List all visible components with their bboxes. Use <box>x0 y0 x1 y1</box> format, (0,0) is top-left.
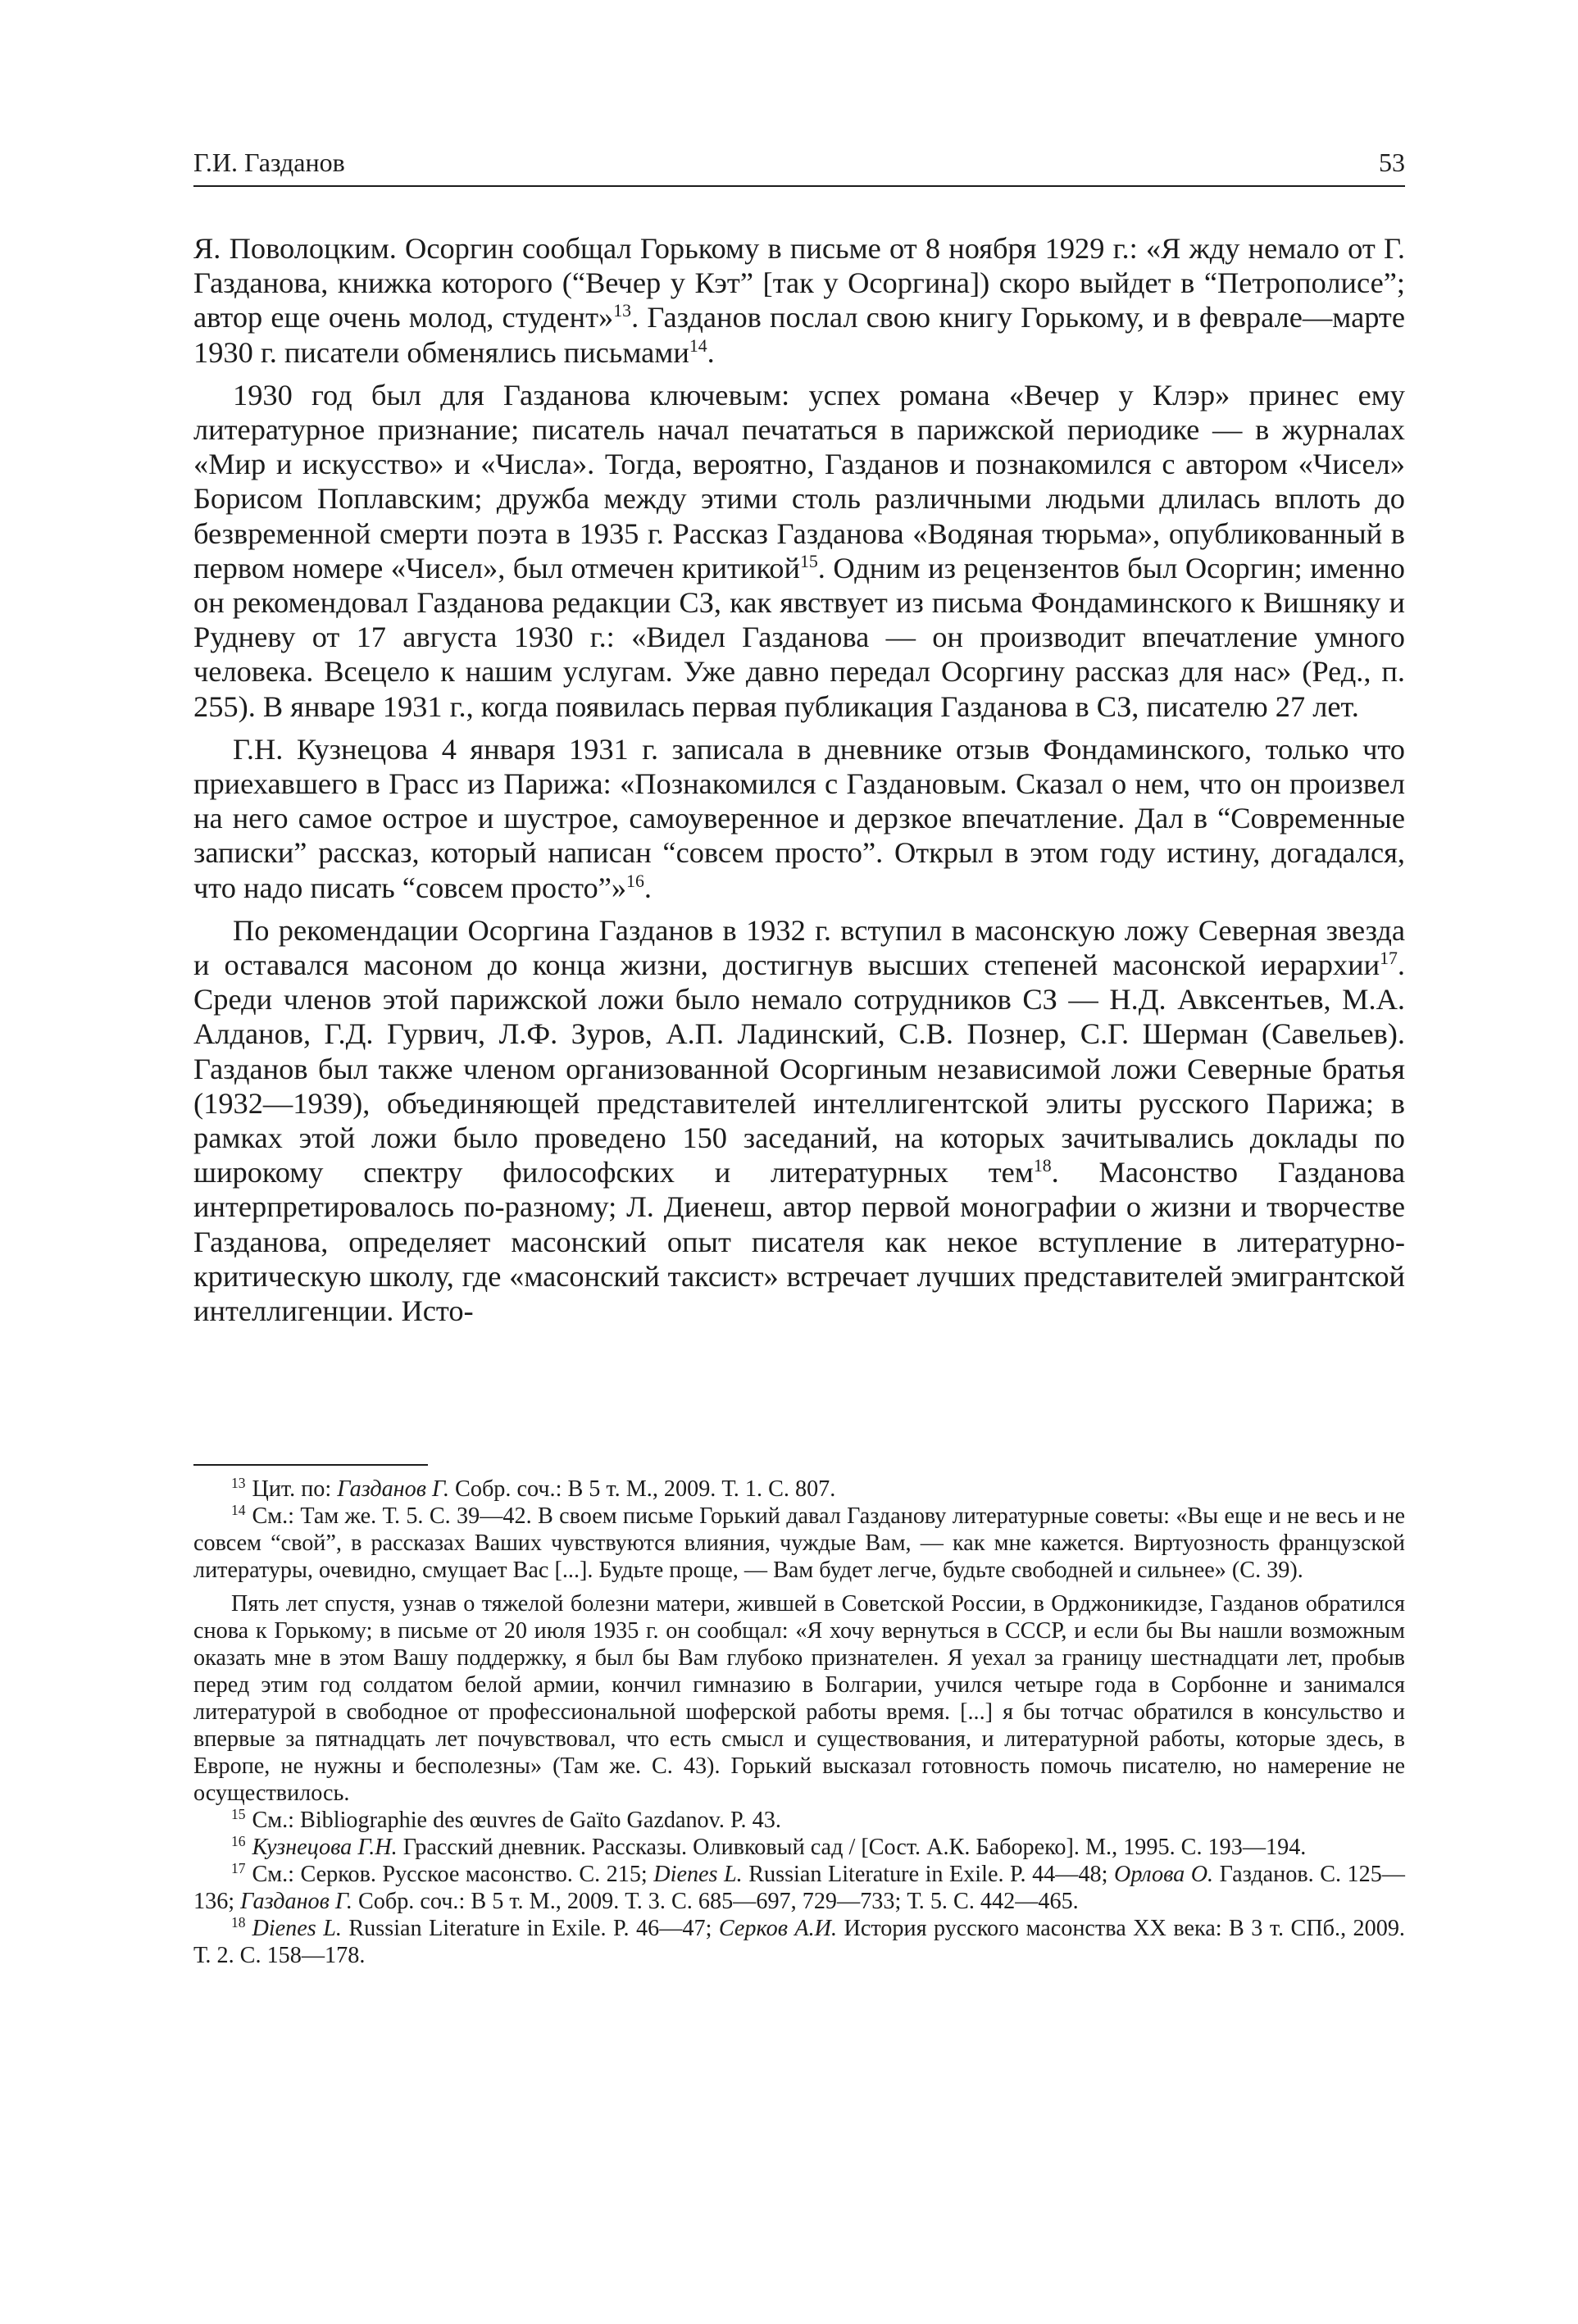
footnote-ref-15[interactable]: 15 <box>799 551 818 571</box>
paragraph-3: Г.Н. Кузнецова 4 января 1931 г. записала в дневнике отзыв Фондаминского, только что приехавшего в Грасс из Парижа: «Познакомился с Газдановым. Сказал о нем, что он произвел на него самое острое и шустрое, самоуверенное и дерзкое впечатление. Дал в “Современные записки” рассказ, который написан “совсем просто”. Открыл в этом году истину, догадался, что надо писать “совсем просто”»$^{16}$. <box>193 732 1405 904</box>
footnote-divider <box>193 1464 428 1466</box>
running-title: Г.И. Газданов <box>193 148 345 177</box>
main-text <box>193 231 1405 1328</box>
footnote-18: $^{18}$ Dienes L. Russian Literature in Exile. P. 46—47; Серков А.И. История русского масонства XX века: В 3 т. СПб., 2009. Т. 2. С. 158—178. <box>193 1913 1405 1968</box>
footnote-ref-13[interactable]: 13 <box>613 301 632 321</box>
footnote-15: $^{15}$ См.: Bibliographie des œuvres de Gaïto Gazdanov. P. 43. <box>231 1805 781 1833</box>
footnote-ref-14[interactable]: 14 <box>689 335 707 356</box>
footnote-13: $^{13}$ Цит. по: Газданов Г. Собр. соч.: В 5 т. М., 2009. Т. 1. С. 807. <box>231 1474 836 1502</box>
paragraph-4: По рекомендации Осоргина Газданов в 1932 г. вступил в масонскую ложу Северная звезда и оставался масоном до конца жизни, достигнув высших степеней масонской иерархии$^{17}$. Среди членов этой парижской ложи было немало сотрудников СЗ — Н.Д. Авксентьев, М.А. Алданов, Г.Д. Гурвич, Л.Ф. Зуров, А.П. Ладинский, С.В. Познер, С.Г. Шерман (Савельев). Газданов был также членом организованной Осоргиным независимой ложи Северные братья (1932—1939), объединяющей представителей интеллигентской элиты русского Парижа; в рамках этой ложи было проведено 150 заседаний, на которых зачитывались доклады по широкому спектру философских и литературных тем$^{18}$. Масонство Газданова интерпретировалось по-разному; Л. Диенеш, автор первой монографии о жизни и творчестве Газданова, определяет масонский опыт писателя как некое вступление в литературно-критическую школу, где «масонский таксист» встречает лучших представителей эмигрантской интеллигенции. Исто- <box>193 913 1405 1328</box>
footnote-14: $^{14}$ См.: Там же. Т. 5. С. 39—42. В своем письме Горький давал Газданову литературные советы: «Вы еще и не весь и не совсем “свой”, в рассказах Ваших чувствуются влияния, чуждые Вам, — как мне кажется. Виртуозность французской литературы, очевидно, смущает Вас [...]. Будьте проще, — Вам будет легче, будьте свободней и сильнее» (С. 39). <box>193 1501 1405 1583</box>
running-head <box>193 144 1405 187</box>
footnote-ref-16[interactable]: 16 <box>626 871 644 891</box>
footnote-ref-18[interactable]: 18 <box>1033 1156 1052 1176</box>
footnotes <box>193 1476 1405 1969</box>
footnote-ref-17[interactable]: 17 <box>1380 948 1398 968</box>
footnote-16: $^{16}$ Кузнецова Г.Н. Грасский дневник. Рассказы. Оливковый сад / [Сост. А.К. Бабореко]. М., 1995. С. 193—194. <box>231 1832 1307 1860</box>
footnote-14-continued: Пять лет спустя, узнав о тяжелой болезни матери, жившей в Советской России, в Орджоникидзе, Газданов обратился снова к Горькому; в письме от 20 июля 1935 г. он сообщал: «Я хочу вернуться в СССР, и если бы Вы нашли возможным оказать мне в этом Вашу поддержку, я был бы Вам глубоко признателен. Я уехал за границу шестнадцати лет, пробыв перед этим год солдатом белой армии, кончил гимназию в Болгарии, учился четыре года в Сорбонне и занимался литературой в свободное от профессиональной шоферской работы время. [...] я бы тотчас обратился в консульство и впервые за пятнадцать лет почувствовал, что есть смысл и существования, и литературной работы, которые здесь, в Европе, не нужны и бесполезны» (Там же. С. 43). Горький высказал готовность помочь писателю, но намерение не осуществилось. <box>193 1591 1405 1806</box>
page-number: 53 <box>1379 148 1405 177</box>
paragraph-2: 1930 год был для Газданова ключевым: успех романа «Вечер у Клэр» принес ему литературное признание; писатель начал печататься в парижской периодике — в журналах «Мир и искусство» и «Числа». Тогда, вероятно, Газданов и познакомился с автором «Чисел» Борисом Поплавским; дружба между этими столь различными людьми длилась вплоть до безвременной смерти поэта в 1935 г. Рассказ Газданова «Водяная тюрьма», опубликованный в первом номере «Чисел», был отмечен критикой$^{15}$. Одним из рецензентов был Осоргин; именно он рекомендовал Газданова редакции СЗ, как явствует из письма Фондаминского к Вишняку и Рудневу от 17 августа 1930 г.: «Видел Газданова — он производит впечатление умного человека. Всецело к нашим услугам. Уже давно передал Осоргину рассказ для нас» (Ред., п. 255). В январе 1931 г., когда появилась первая публикация Газданова в СЗ, писателю 27 лет. <box>193 378 1405 723</box>
paragraph-1: Я. Поволоцким. Осоргин сообщал Горькому в письме от 8 ноября 1929 г.: «Я жду немало от Г. Газданова, книжка которого (“Вечер у Кэт” [так у Осоргина]) скоро выйдет в “Петрополисе”; автор еще очень молод, студент»$^{13}$. Газданов послал свою книгу Горькому, и в феврале—марте 1930 г. писатели обменялись письмами$^{14}$. <box>193 232 1405 369</box>
footnote-17: $^{17}$ См.: Серков. Русское масонство. С. 215; Dienes L. Russian Literature in Exile. P. 44—48; Орлова О. Газданов. С. 125—136; Газданов Г. Собр. соч.: В 5 т. М., 2009. Т. 3. С. 685—697, 729—733; Т. 5. С. 442—465. <box>193 1859 1405 1914</box>
